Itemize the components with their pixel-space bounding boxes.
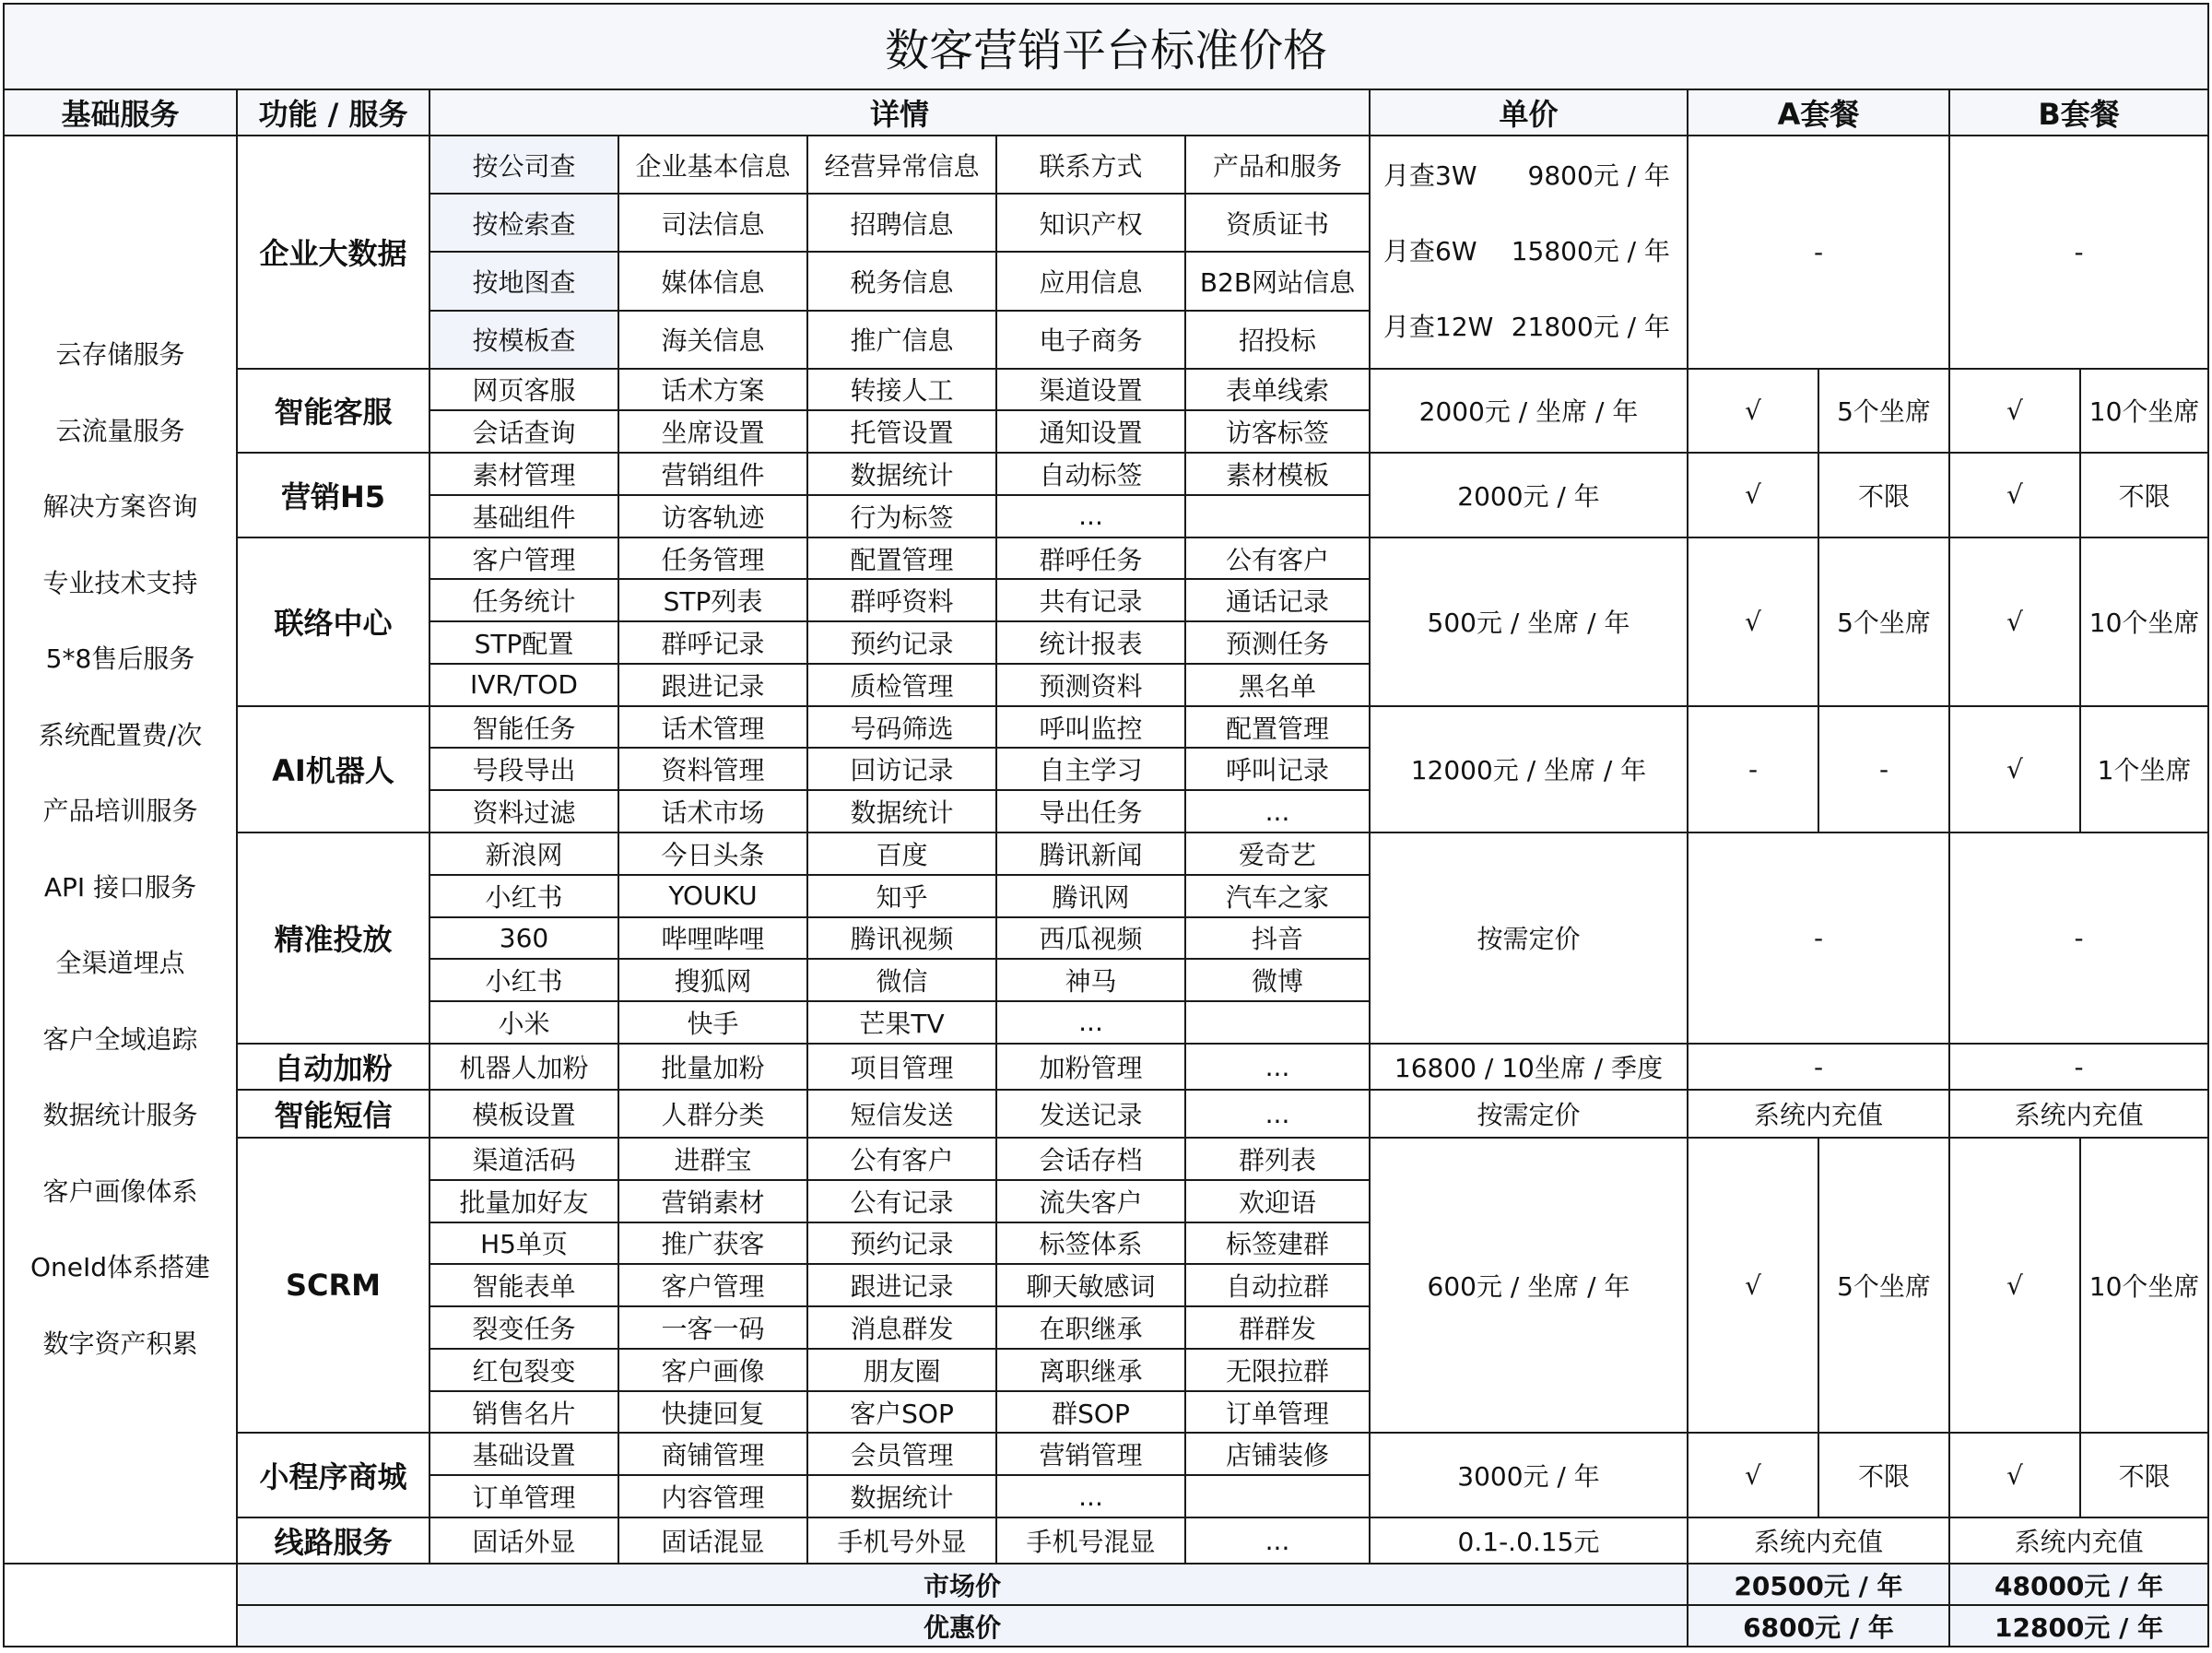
feature-cell: 固话外显 (429, 1517, 618, 1564)
feature-cell: 群呼资料 (807, 579, 996, 621)
plan-b-cell: - (1949, 1044, 2208, 1090)
price-tier-label: 月查3W (1383, 160, 1477, 192)
basic-service-item: API 接口服务 (43, 871, 197, 903)
plan-a-cell: - (1688, 832, 1949, 1044)
feature-cell: 产品和服务 (1185, 136, 1370, 194)
pricing-table (3, 3, 2209, 1647)
feature-cell: 项目管理 (807, 1044, 996, 1090)
feature-cell: 预约记录 (807, 621, 996, 664)
feature-cell: 素材模板 (1185, 453, 1370, 495)
feature-cell: 哔哩哔哩 (618, 917, 807, 960)
feature-cell: 客户画像 (618, 1349, 807, 1391)
feature-cell: 店铺装修 (1185, 1433, 1370, 1475)
total-label-market: 市场价 (237, 1564, 1688, 1605)
feature-cell: 素材管理 (429, 453, 618, 495)
feature-cell: 腾讯网 (996, 875, 1185, 917)
feature-cell: 资质证书 (1185, 194, 1370, 252)
feature-cell: 自动标签 (996, 453, 1185, 495)
basic-services-cell (4, 136, 237, 1564)
price-cell-line: 0.1-.0.15元 (1370, 1517, 1688, 1564)
basic-service-item: 系统配置费/次 (38, 719, 203, 750)
total-label-discount: 优惠价 (237, 1605, 1688, 1647)
feature-cell: 微信 (807, 959, 996, 1001)
plan-a-check: √ (1688, 1433, 1818, 1517)
feature-cell: ... (996, 495, 1185, 537)
feature-cell: ... (1185, 1090, 1370, 1138)
feature-cell: 360 (429, 917, 618, 960)
feature-cell: 订单管理 (1185, 1391, 1370, 1434)
feature-cell: 推广信息 (807, 311, 996, 369)
basic-service-item: 客户画像体系 (42, 1175, 198, 1207)
price-tier (1371, 138, 1687, 214)
plan-a-check: √ (1688, 537, 1818, 706)
feature-cell: 按检索查 (429, 194, 618, 252)
feature-cell: 质检管理 (807, 664, 996, 706)
price-tier (1371, 214, 1687, 289)
feature-cell: 自动拉群 (1185, 1264, 1370, 1306)
feature-cell: 群列表 (1185, 1138, 1370, 1180)
feature-cell: 呼叫监控 (996, 706, 1185, 749)
basic-service-item: 产品培训服务 (42, 796, 198, 827)
feature-cell: 群SOP (996, 1391, 1185, 1434)
plan-a-check: - (1688, 706, 1818, 832)
feature-cell: STP配置 (429, 621, 618, 664)
feature-cell: 腾讯新闻 (996, 832, 1185, 875)
basic-service-item: 数据统计服务 (42, 1100, 198, 1131)
price-cell-h5: 2000元 / 年 (1370, 453, 1688, 537)
feature-cell: 表单线索 (1185, 369, 1370, 411)
feature-cell: 数据统计 (807, 453, 996, 495)
plan-a-qty: 5个坐席 (1818, 1138, 1949, 1433)
plan-b-check: √ (1949, 537, 2080, 706)
plan-a-cell: - (1688, 1044, 1949, 1090)
plan-a-cell: 系统内充值 (1688, 1517, 1949, 1564)
feature-cell: 企业基本信息 (618, 136, 807, 194)
plan-b-qty: 不限 (2080, 453, 2208, 537)
plan-b-cell: - (1949, 832, 2208, 1044)
feature-cell: 基础设置 (429, 1433, 618, 1475)
feature-cell: 短信发送 (807, 1090, 996, 1138)
feature-cell: 标签建群 (1185, 1222, 1370, 1265)
feature-cell: 订单管理 (429, 1475, 618, 1517)
feature-cell: 腾讯视频 (807, 917, 996, 960)
feature-cell: 客户管理 (429, 537, 618, 580)
feature-cell: 应用信息 (996, 252, 1185, 310)
feature-cell: 任务统计 (429, 579, 618, 621)
feature-cell: 营销素材 (618, 1180, 807, 1222)
feature-cell: 统计报表 (996, 621, 1185, 664)
price-tier-value: 9800元 / 年 (1527, 160, 1670, 192)
section-name-contact: 联络中心 (237, 537, 429, 706)
price-tier-label: 月查12W (1383, 312, 1494, 343)
feature-cell: 回访记录 (807, 748, 996, 790)
feature-cell: 营销组件 (618, 453, 807, 495)
feature-cell: 话术市场 (618, 790, 807, 832)
feature-cell: 渠道活码 (429, 1138, 618, 1180)
feature-cell: 跟进记录 (807, 1264, 996, 1306)
feature-cell: 今日头条 (618, 832, 807, 875)
feature-cell: 模板设置 (429, 1090, 618, 1138)
plan-b-check: √ (1949, 1433, 2080, 1517)
feature-cell: 按模板查 (429, 311, 618, 369)
feature-cell: 客户SOP (807, 1391, 996, 1434)
feature-cell: YOUKU (618, 875, 807, 917)
basic-service-item: 云流量服务 (55, 415, 185, 446)
feature-cell: 公有客户 (1185, 537, 1370, 580)
feature-cell: STP列表 (618, 579, 807, 621)
feature-cell: 海关信息 (618, 311, 807, 369)
feature-cell: 渠道设置 (996, 369, 1185, 411)
feature-cell: 会员管理 (807, 1433, 996, 1475)
feature-cell: 呼叫记录 (1185, 748, 1370, 790)
price-tier-label: 月查6W (1383, 236, 1477, 267)
feature-cell: ... (996, 1001, 1185, 1044)
feature-cell: 话术方案 (618, 369, 807, 411)
price-cell-sms: 按需定价 (1370, 1090, 1688, 1138)
basic-service-item: OneId体系搭建 (29, 1252, 211, 1283)
section-name-h5: 营销H5 (237, 453, 429, 537)
feature-cell: 消息群发 (807, 1306, 996, 1349)
feature-cell (1185, 495, 1370, 537)
feature-cell: 朋友圈 (807, 1349, 996, 1391)
feature-cell: ... (1185, 1044, 1370, 1090)
plan-b-cell: - (1949, 136, 2208, 368)
plan-b-qty: 10个坐席 (2080, 1138, 2208, 1433)
feature-cell: 商铺管理 (618, 1433, 807, 1475)
price-tier-value: 15800元 / 年 (1511, 236, 1670, 267)
feature-cell: 批量加好友 (429, 1180, 618, 1222)
feature-cell: 号段导出 (429, 748, 618, 790)
total-plan-b-discount: 12800元 / 年 (1949, 1605, 2208, 1647)
plan-b-cell: 系统内充值 (1949, 1090, 2208, 1138)
plan-b-check: √ (1949, 453, 2080, 537)
price-cell-scrm: 600元 / 坐席 / 年 (1370, 1138, 1688, 1433)
feature-cell: 预约记录 (807, 1222, 996, 1265)
basic-service-item: 解决方案咨询 (42, 491, 198, 523)
feature-cell: 司法信息 (618, 194, 807, 252)
basic-service-item: 专业技术支持 (42, 567, 198, 598)
feature-cell: 预测资料 (996, 664, 1185, 706)
feature-cell: 推广获客 (618, 1222, 807, 1265)
section-name-kefu: 智能客服 (237, 369, 429, 454)
feature-cell: 预测任务 (1185, 621, 1370, 664)
feature-cell: 托管设置 (807, 410, 996, 453)
total-plan-a-market: 20500元 / 年 (1688, 1564, 1949, 1605)
basic-service-item: 全渠道埋点 (55, 948, 185, 979)
plan-a-qty: 5个坐席 (1818, 537, 1949, 706)
header-function: 功能 / 服务 (237, 89, 429, 136)
feature-cell: 智能表单 (429, 1264, 618, 1306)
feature-cell: 百度 (807, 832, 996, 875)
feature-cell: 无限拉群 (1185, 1349, 1370, 1391)
feature-cell: 数据统计 (807, 1475, 996, 1517)
feature-cell: 快捷回复 (618, 1391, 807, 1434)
feature-cell: 坐席设置 (618, 410, 807, 453)
plan-b-qty: 10个坐席 (2080, 537, 2208, 706)
plan-b-qty: 不限 (2080, 1433, 2208, 1517)
section-name-ai: AI机器人 (237, 706, 429, 832)
plan-a-qty: 不限 (1818, 453, 1949, 537)
feature-cell: 群群发 (1185, 1306, 1370, 1349)
price-tier (1371, 289, 1687, 365)
feature-cell: 按公司查 (429, 136, 618, 194)
feature-cell: 招聘信息 (807, 194, 996, 252)
feature-cell: 进群宝 (618, 1138, 807, 1180)
feature-cell: 神马 (996, 959, 1185, 1001)
feature-cell: 转接人工 (807, 369, 996, 411)
header-basic: 基础服务 (4, 89, 237, 136)
feature-cell: 西瓜视频 (996, 917, 1185, 960)
feature-cell: 在职继承 (996, 1306, 1185, 1349)
price-cell-contact: 500元 / 坐席 / 年 (1370, 537, 1688, 706)
feature-cell: 聊天敏感词 (996, 1264, 1185, 1306)
feature-cell: 小米 (429, 1001, 618, 1044)
feature-cell: 导出任务 (996, 790, 1185, 832)
feature-cell: B2B网站信息 (1185, 252, 1370, 310)
basic-service-item: 数字资产积累 (42, 1328, 198, 1359)
feature-cell: 固话混显 (618, 1517, 807, 1564)
feature-cell: 流失客户 (996, 1180, 1185, 1222)
feature-cell: 资料过滤 (429, 790, 618, 832)
feature-cell: ... (1185, 790, 1370, 832)
feature-cell: 微博 (1185, 959, 1370, 1001)
price-cell-fans: 16800 / 10坐席 / 季度 (1370, 1044, 1688, 1090)
feature-cell: 招投标 (1185, 311, 1370, 369)
feature-cell (1185, 1475, 1370, 1517)
feature-cell: H5单页 (429, 1222, 618, 1265)
feature-cell: 访客标签 (1185, 410, 1370, 453)
price-cell-bigdata (1370, 136, 1688, 368)
feature-cell: 群呼任务 (996, 537, 1185, 580)
feature-cell: 知识产权 (996, 194, 1185, 252)
plan-a-check: √ (1688, 369, 1818, 454)
feature-cell: 话术管理 (618, 706, 807, 749)
feature-cell: 联系方式 (996, 136, 1185, 194)
plan-b-check: √ (1949, 706, 2080, 832)
feature-cell: 资料管理 (618, 748, 807, 790)
feature-cell: 销售名片 (429, 1391, 618, 1434)
plan-b-check: √ (1949, 369, 2080, 454)
price-tier-value: 21800元 / 年 (1511, 312, 1670, 343)
feature-cell: 智能任务 (429, 706, 618, 749)
price-cell-mall: 3000元 / 年 (1370, 1433, 1688, 1517)
feature-cell: 黑名单 (1185, 664, 1370, 706)
feature-cell (1185, 1001, 1370, 1044)
feature-cell: 税务信息 (807, 252, 996, 310)
page-title: 数客营销平台标准价格 (4, 4, 2208, 89)
feature-cell: 加粉管理 (996, 1044, 1185, 1090)
feature-cell: 新浪网 (429, 832, 618, 875)
plan-a-qty: 5个坐席 (1818, 369, 1949, 454)
feature-cell: 机器人加粉 (429, 1044, 618, 1090)
feature-cell: 离职继承 (996, 1349, 1185, 1391)
header-price: 单价 (1370, 89, 1688, 136)
price-cell-kefu: 2000元 / 坐席 / 年 (1370, 369, 1688, 454)
price-cell-ai: 12000元 / 坐席 / 年 (1370, 706, 1688, 832)
feature-cell: 爱奇艺 (1185, 832, 1370, 875)
plan-b-check: √ (1949, 1138, 2080, 1433)
feature-cell: 内容管理 (618, 1475, 807, 1517)
feature-cell: 公有记录 (807, 1180, 996, 1222)
feature-cell: 标签体系 (996, 1222, 1185, 1265)
feature-cell: 通话记录 (1185, 579, 1370, 621)
feature-cell: IVR/TOD (429, 664, 618, 706)
basic-service-item: 云存储服务 (55, 339, 185, 371)
feature-cell: 小红书 (429, 959, 618, 1001)
section-name-scrm: SCRM (237, 1138, 429, 1433)
feature-cell: 汽车之家 (1185, 875, 1370, 917)
feature-cell: 欢迎语 (1185, 1180, 1370, 1222)
feature-cell: 批量加粉 (618, 1044, 807, 1090)
feature-cell: 通知设置 (996, 410, 1185, 453)
feature-cell: ... (1185, 1517, 1370, 1564)
total-plan-b-market: 48000元 / 年 (1949, 1564, 2208, 1605)
basic-service-item: 客户全域追踪 (42, 1023, 198, 1055)
feature-cell: 手机号混显 (996, 1517, 1185, 1564)
plan-b-qty: 1个坐席 (2080, 706, 2208, 832)
feature-cell: 手机号外显 (807, 1517, 996, 1564)
plan-a-qty: 不限 (1818, 1433, 1949, 1517)
plan-b-cell: 系统内充值 (1949, 1517, 2208, 1564)
feature-cell: 会话查询 (429, 410, 618, 453)
feature-cell: ... (996, 1475, 1185, 1517)
feature-cell: 一客一码 (618, 1306, 807, 1349)
feature-cell: 抖音 (1185, 917, 1370, 960)
feature-cell: 跟进记录 (618, 664, 807, 706)
section-name-mall: 小程序商城 (237, 1433, 429, 1517)
feature-cell: 群呼记录 (618, 621, 807, 664)
plan-b-qty: 10个坐席 (2080, 369, 2208, 454)
plan-a-check: √ (1688, 453, 1818, 537)
section-name-bigdata: 企业大数据 (237, 136, 429, 368)
feature-cell: 客户管理 (618, 1264, 807, 1306)
plan-a-cell: - (1688, 136, 1949, 368)
feature-cell: 公有客户 (807, 1138, 996, 1180)
price-cell-ads: 按需定价 (1370, 832, 1688, 1044)
feature-cell: 会话存档 (996, 1138, 1185, 1180)
feature-cell: 号码筛选 (807, 706, 996, 749)
feature-cell: 电子商务 (996, 311, 1185, 369)
basic-service-item: 5*8售后服务 (45, 643, 195, 675)
plan-a-qty: - (1818, 706, 1949, 832)
basic-footer-blank (4, 1564, 237, 1647)
section-name-fans: 自动加粉 (237, 1044, 429, 1090)
feature-cell: 任务管理 (618, 537, 807, 580)
section-name-line: 线路服务 (237, 1517, 429, 1564)
feature-cell: 配置管理 (1185, 706, 1370, 749)
section-name-ads: 精准投放 (237, 832, 429, 1044)
feature-cell: 发送记录 (996, 1090, 1185, 1138)
header-detail: 详情 (429, 89, 1370, 136)
feature-cell: 基础组件 (429, 495, 618, 537)
feature-cell: 网页客服 (429, 369, 618, 411)
feature-cell: 小红书 (429, 875, 618, 917)
header-plan-b: B套餐 (1949, 89, 2208, 136)
feature-cell: 知乎 (807, 875, 996, 917)
feature-cell: 营销管理 (996, 1433, 1185, 1475)
section-name-sms: 智能短信 (237, 1090, 429, 1138)
feature-cell: 红包裂变 (429, 1349, 618, 1391)
plan-a-cell: 系统内充值 (1688, 1090, 1949, 1138)
feature-cell: 自主学习 (996, 748, 1185, 790)
total-plan-a-discount: 6800元 / 年 (1688, 1605, 1949, 1647)
feature-cell: 搜狐网 (618, 959, 807, 1001)
feature-cell: 裂变任务 (429, 1306, 618, 1349)
feature-cell: 人群分类 (618, 1090, 807, 1138)
feature-cell: 配置管理 (807, 537, 996, 580)
feature-cell: 媒体信息 (618, 252, 807, 310)
feature-cell: 芒果TV (807, 1001, 996, 1044)
feature-cell: 经营异常信息 (807, 136, 996, 194)
feature-cell: 数据统计 (807, 790, 996, 832)
feature-cell: 按地图查 (429, 252, 618, 310)
plan-a-check: √ (1688, 1138, 1818, 1433)
feature-cell: 访客轨迹 (618, 495, 807, 537)
basic-services-list (5, 317, 236, 1382)
feature-cell: 共有记录 (996, 579, 1185, 621)
feature-cell: 行为标签 (807, 495, 996, 537)
header-plan-a: A套餐 (1688, 89, 1949, 136)
feature-cell: 快手 (618, 1001, 807, 1044)
